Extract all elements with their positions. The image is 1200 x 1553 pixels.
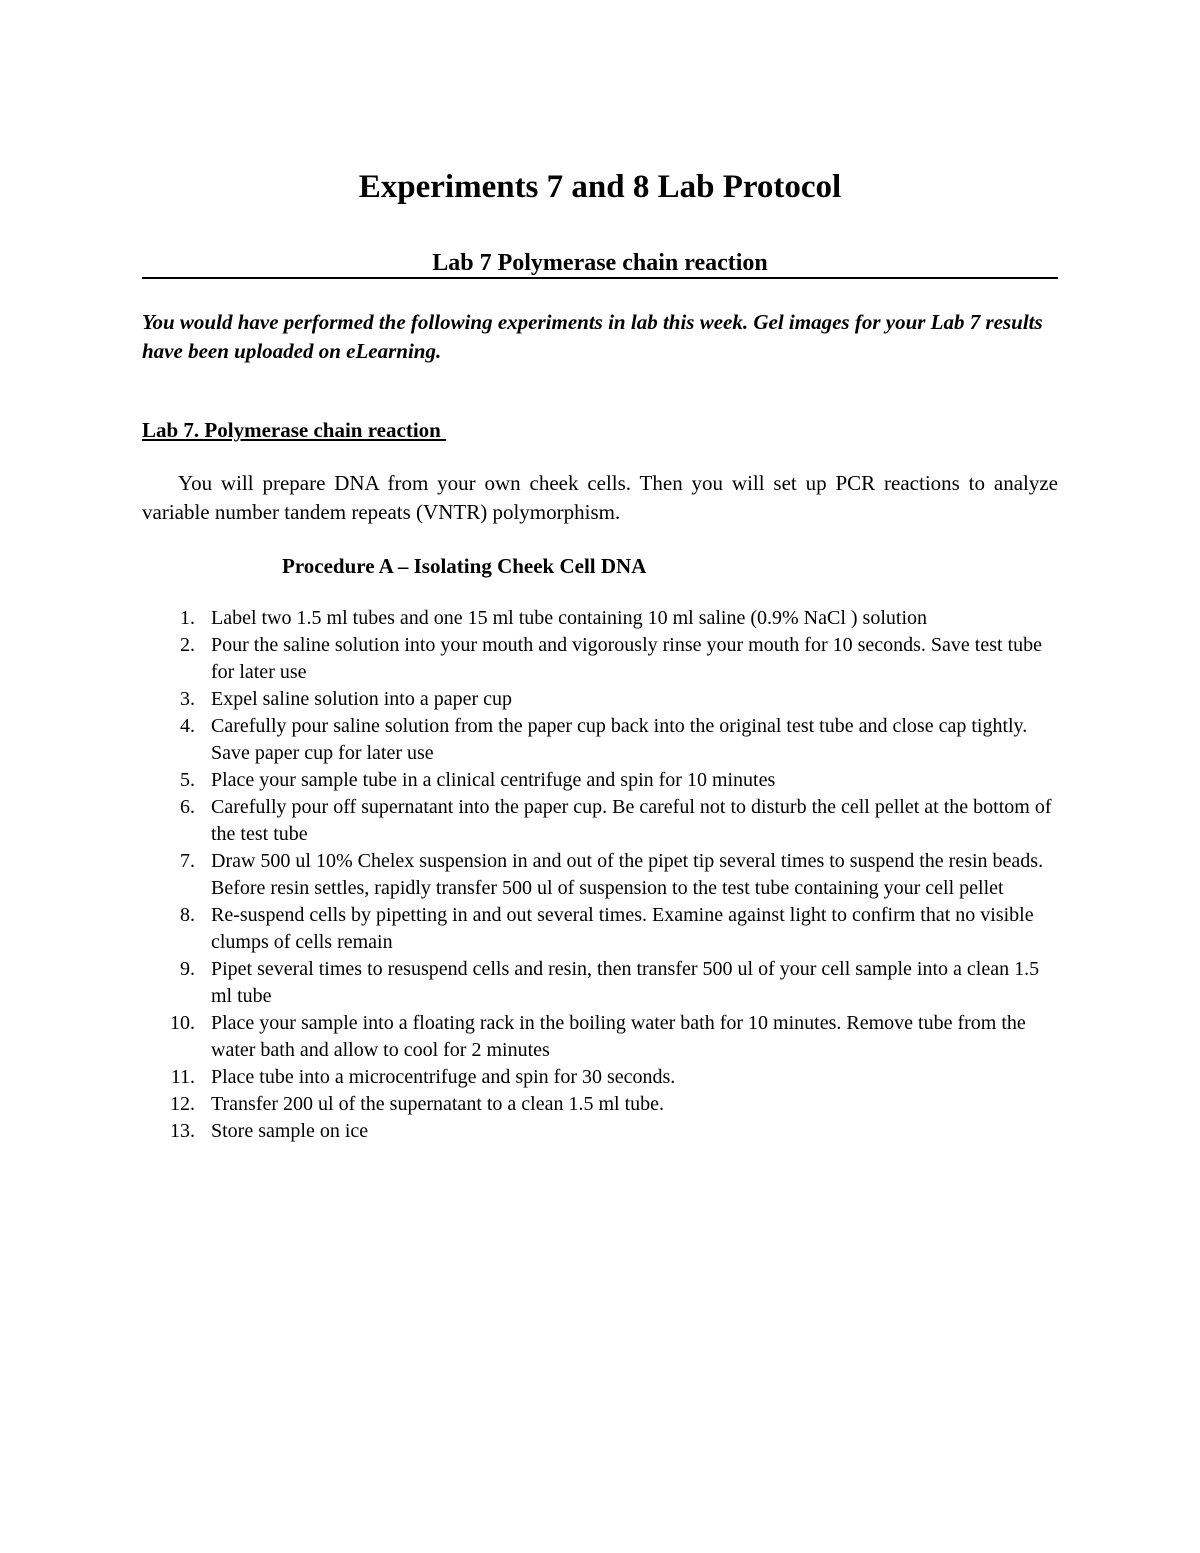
step-text: Expel saline solution into a paper cup bbox=[211, 688, 513, 710]
step-text: Carefully pour off supernatant into the paper cup. Be careful not to disturb the cell pellet at the bottom of the test tube bbox=[211, 796, 1052, 845]
step-number: 7. bbox=[180, 850, 195, 872]
step-number: 6. bbox=[180, 796, 195, 818]
step-text: Carefully pour saline solution from the paper cup back into the original test tube and close cap tightly. Save paper cup for later use bbox=[211, 715, 1028, 764]
list-item bbox=[142, 767, 1058, 794]
list-item bbox=[142, 1091, 1058, 1118]
step-number: 8. bbox=[180, 904, 195, 926]
step-text: Draw 500 ul 10% Chelex suspension in and out of the pipet tip several times to suspend the resin beads. Before resin settles, rapidly transfer 500 ul of suspension to the test tube containing your cell pellet bbox=[211, 850, 1044, 899]
list-item bbox=[142, 632, 1058, 686]
step-text: Store sample on ice bbox=[211, 1120, 369, 1142]
list-item bbox=[142, 794, 1058, 848]
list-item bbox=[142, 848, 1058, 902]
list-item bbox=[142, 1064, 1058, 1091]
step-number: 9. bbox=[180, 958, 195, 980]
step-number: 10. bbox=[170, 1012, 195, 1034]
step-number: 13. bbox=[170, 1120, 195, 1142]
step-text: Place your sample into a floating rack in the boiling water bath for 10 minutes. Remove tube from the water bath and allow to cool for 2 minutes bbox=[211, 1012, 1026, 1061]
step-text: Re-suspend cells by pipetting in and out several times. Examine against light to confirm that no visible clumps of cells remain bbox=[211, 904, 1034, 953]
step-number: 12. bbox=[170, 1093, 195, 1115]
section-heading: Lab 7. Polymerase chain reaction bbox=[142, 418, 447, 442]
step-text: Label two 1.5 ml tubes and one 15 ml tube containing 10 ml saline (0.9% NaCl ) solution bbox=[211, 607, 927, 629]
list-item bbox=[142, 956, 1058, 1010]
step-number: 11. bbox=[170, 1066, 195, 1088]
lab-subtitle: Lab 7 Polymerase chain reaction bbox=[432, 250, 768, 276]
document-title: Experiments 7 and 8 Lab Protocol bbox=[358, 169, 842, 205]
step-text: Pour the saline solution into your mouth and vigorously rinse your mouth for 10 seconds. Save test tube for later use bbox=[211, 634, 1043, 683]
step-text: Transfer 200 ul of the supernatant to a clean 1.5 ml tube. bbox=[211, 1093, 665, 1115]
list-item bbox=[142, 713, 1058, 767]
list-item bbox=[142, 686, 1058, 713]
list-item bbox=[142, 605, 1058, 632]
step-number: 5. bbox=[180, 769, 195, 791]
step-text: Pipet several times to resuspend cells and resin, then transfer 500 ul of your cell sample into a clean 1.5 ml tube bbox=[211, 958, 1040, 1007]
step-number: 2. bbox=[180, 634, 195, 656]
step-number: 4. bbox=[180, 715, 195, 737]
step-text: Place tube into a microcentrifuge and spin for 30 seconds. bbox=[211, 1066, 676, 1088]
intro-paragraph: You will prepare DNA from your own cheek cells. Then you will set up PCR reactions to analyze variable number tandem repeats (VNTR) polymorphism. bbox=[142, 471, 1058, 524]
notice-paragraph: You would have performed the following experiments in lab this week. Gel images for your Lab 7 results have been uploaded on eLearning. bbox=[142, 310, 1043, 363]
list-item bbox=[142, 1118, 1058, 1145]
step-number: 3. bbox=[180, 688, 195, 710]
horizontal-rule bbox=[142, 277, 1058, 279]
list-item bbox=[142, 1010, 1058, 1064]
list-item bbox=[142, 902, 1058, 956]
step-text: Place your sample tube in a clinical centrifuge and spin for 10 minutes bbox=[211, 769, 776, 791]
step-number: 1. bbox=[180, 607, 195, 629]
procedure-steps-list bbox=[142, 605, 1058, 1145]
procedure-heading: Procedure A – Isolating Cheek Cell DNA bbox=[282, 554, 647, 578]
